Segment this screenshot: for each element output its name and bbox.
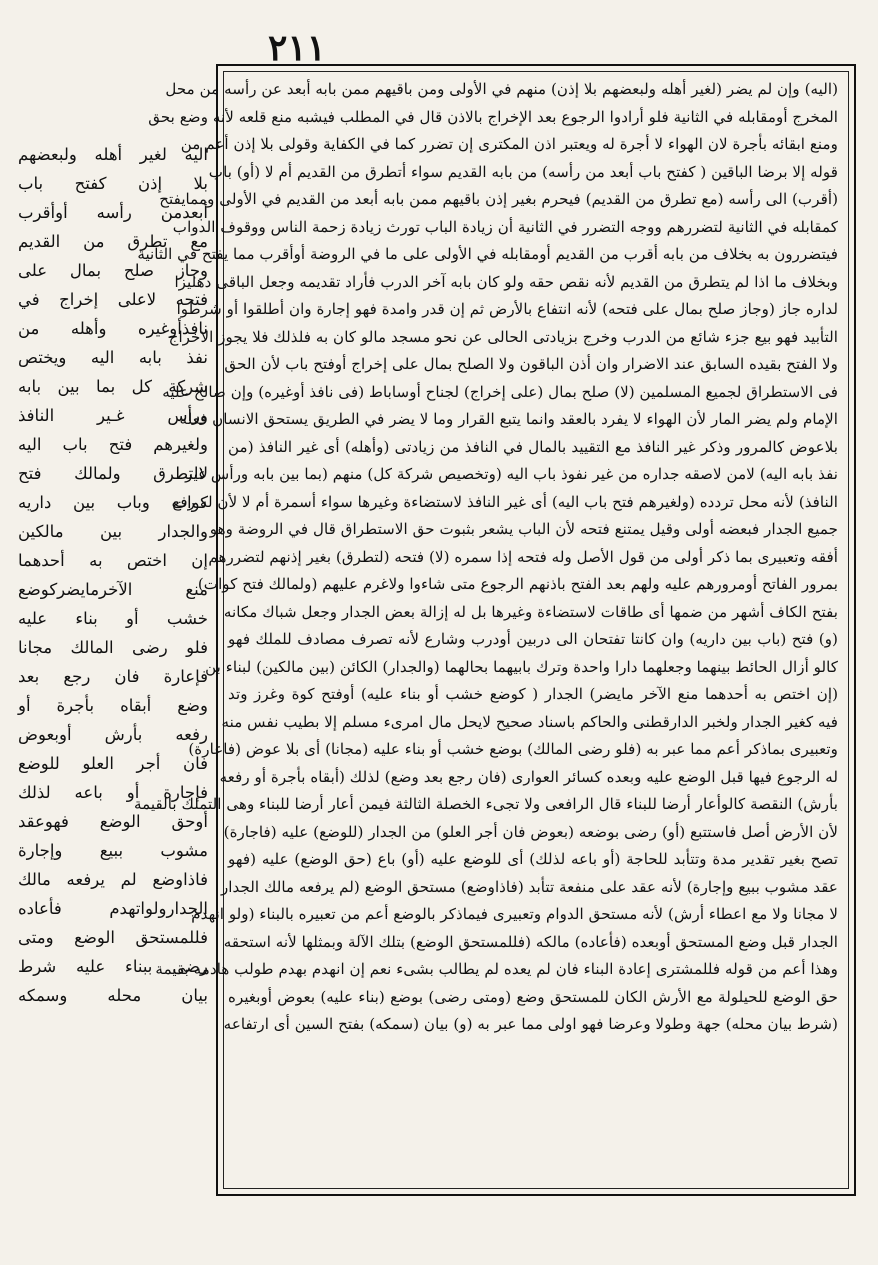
margin-line: بلا إذن كفتح باب	[18, 174, 208, 193]
margin-line: نافذأوغيره وأهله من	[18, 319, 208, 338]
commentary-line: المخرج أومقابله في الثانية فلو أرادوا الرجوع بعد الإخراج بالاذن قال في المطلب فيشبه منع قلعه لأنه وضع بحق	[148, 107, 838, 126]
commentary-line: (و) فتح (باب بين داريه) وان كانتا تفتحان الى دربين أودرب وشارع لأنه تصرف مصادف للملك فهو	[228, 630, 838, 648]
margin-line: فلو رضى المالك مجانا	[18, 638, 208, 657]
margin-line: فللمستحق الوضع ومتى	[18, 928, 208, 947]
commentary-line: لأن الأرض أصل فاستتبع (أو) رضى بوضعه (بعوض فان أجر العلو) من الجدار (للوضع) عليه (فاجارة)	[223, 822, 838, 841]
margin-line: كوات وباب بين داريه	[18, 493, 208, 512]
margin-line: خشب أو بناء عليه	[18, 609, 208, 628]
commentary-line: فى الاستطراق لجميع المسلمين (لا) صلح بمال (على إخراج) لجناح أوساباط (فى نافذ أوغيره) وإن صالح عليه	[162, 382, 838, 401]
page-number: ٢١١	[267, 27, 326, 69]
margin-line: لالتطرق ولمالك فتح	[18, 464, 208, 483]
commentary-line: حق الوضع للحيلولة مع الأرش الكان للمستحق وضع (ومتى رضى) بوضع (بناء عليه) بعوض أوبغيره	[228, 987, 838, 1006]
commentary-line: ولا الفتح بقيده السابق عند الاضرار وان أذن الباقون ولا الصلح بمال على إخراج أوفتح باب لأن الحق	[224, 355, 838, 373]
margin-line: فإعارة فان رجع بعد	[18, 667, 208, 686]
commentary-line: بمرور الفاتح أومرورهم عليه ولهم بعد الفتح باذنهم الرجوع متى شاءوا ولاغرم عليهم (ولمالك فتح كوات)	[197, 575, 838, 593]
commentary-line: التأبيد فهو بيع جزء شائع من الدرب وخرج بزيادتى الحالى عن نحو مسجد مالو كان به فلذلك فلا يجوز الاخراج	[168, 327, 838, 346]
commentary-line: له الرجوع فيها قبل الوضع عليه وبعده كسائر العوارى (فان رجع بعد وضع) لذلك (أبقاه بأجرة أو رفعه	[219, 767, 838, 786]
margin-line: الجدارولواتهدم فأعاده	[18, 899, 208, 918]
commentary-line: قوله إلا برضا الباقين ( كفتح باب أبعد من رأسه) من بابه القديم سواء أتطرق من القديم أم لا (أو) باب	[208, 162, 838, 181]
margin-line: وجاز صلح بمال على	[18, 261, 208, 280]
commentary-line: فيه كغير الجدار ولخبر الدارقطنى والحاكم باسناد صحيح لايحل مال امرىء مسلم إلا بطيب نفس منه	[221, 712, 838, 731]
commentary-line: (اليه) وإن لم يضر (لغير أهله ولبعضهم بلا إذن) منهم في الأولى ومن باقيهم ممن بابه أبعد عن رأسه من محل	[165, 80, 838, 98]
margin-main-text	[18, 140, 208, 1005]
commentary-line: نفذ بابه اليه) لامن لاصقه جداره من غير نفوذ باب اليه (وتخصيص شركة كل) منهم (بما بين بابه ورأس غير	[185, 465, 838, 483]
margin-line: نفذ بابه اليه ويختص	[18, 348, 208, 367]
margin-line: رفعه بأرش أوبعوض	[18, 725, 208, 744]
margin-line: أوحق الوضع فهوعقد	[18, 812, 208, 831]
commentary-line: أفقه وتعبيرى بما ذكر أولى من قول الأصل وله فتحه إذا سمره (لا) فتحه (لتطرق) بغير إذنهم لتضررهم	[208, 547, 838, 566]
commentary-line: وتعبيرى بماذكر أعم مما عبر به (فلو رضى المالك) بوضع خشب أو بناء عليه (مجانا) أى بلا عوض (فاعارة)	[188, 740, 838, 758]
commentary-frame	[133, 64, 856, 1196]
commentary-line: لا مجانا ولا مع اعطاء أرش) لأنه مستحق الدوام وتعبيرى فيماذكر بالوضع أعم من تعبيره بالبناء (ولو انهدم	[191, 905, 838, 923]
commentary-line: تصح بغير تقدير مدة وتتأبد للحاجة (أو باعه لذلك) أى للوضع عليه (أو) باع (حق الوضع) عليه (فهو	[228, 850, 838, 868]
margin-line: والجدار بين مالكين	[18, 522, 208, 541]
commentary-line: كالو أزال الحائط بينهما وجعلهما دارا واحدة وترك بابيهما بحالهما (والجدار) الكائن (بين مالكين) لبناء بن	[205, 657, 838, 676]
commentary-line: الجدار قبل وضع المستحق أوبعده (فأعاده) مالكه (فللمستحق الوضع) بتلك الآلة وبمثلها لأنه استحقه	[223, 932, 838, 951]
margin-line: فاذاوضع لم يرفعه مالك	[18, 870, 208, 889]
margin-line: أبعدمن رأسه أوأقرب	[18, 203, 208, 222]
commentary-line: عقد مشوب ببيع وإجارة) لأنه عقد على منفعة تتأبد (فاذاوضع) مستحق الوضع (لم يرفعه مالك الجدار	[220, 877, 838, 896]
margin-line: فتحه لاعلى إخراج في	[18, 290, 208, 309]
commentary-line: ومنع ابقائه بأجرة لان الهواء لا أجرة له ويعتبر اذن المكترى إن تضرر كما في الكفاية وقولى بلا إذن أعم من	[180, 135, 838, 153]
margin-line: منع الآخرمايضركوضع	[18, 580, 208, 599]
margin-line: فإجارة أو باعه لذلك	[18, 783, 208, 802]
margin-line: شركة كل بما بين بابه	[18, 377, 208, 396]
margin-line: فان أجر العلو للوضع	[18, 754, 208, 773]
margin-line: مع تطرق من القديم	[18, 232, 208, 251]
margin-line: اليه لغير أهله ولبعضهم	[18, 145, 208, 164]
commentary-line: الإمام ولم يضر المار لأن الهواء لا يفرد بالعقد وانما يتبع القرار وما لا يضر في الطريق يستحق الانسان فعله	[179, 410, 838, 428]
commentary-line: لداره جاز (وجاز صلح بمال على فتحه) لأنه انتفاع بالأرض ثم إن قدر وامدة فهو إجارة وان أطلقوا أو شرطوا	[176, 300, 838, 318]
commentary-text	[133, 76, 838, 1176]
margin-line: إن اختص به أحدهما	[18, 551, 208, 570]
commentary-line: (إن اختص به أحدهما منع الآخر مايضر) الجدار ( كوضع خشب أو بناء عليه) أوفتح كوة وغرز وتد	[228, 685, 838, 703]
commentary-line: (شرط بيان محله) جهة وطولا وعرضا فهو اولى مما عبر به (و) بيان (سمكه) بفتح السين أى ارتفاعه	[223, 1015, 838, 1033]
commentary-line: بفتح الكاف أشهر من ضمها أى طاقات لاستضاءة وغيرها بل له إزالة بعض الجدار وجعل شباك مكانه	[223, 602, 838, 621]
margin-line: ورأس غـير النافذ	[18, 406, 208, 425]
commentary-line: وهذا أعم من قوله فللمشترى إعادة البناء فان لم يعده لم يطالب بشىء نعم إن انهدم بهدم طولب هادمه بقيمة	[155, 960, 838, 978]
margin-line: وضع أبقاه بأجرة أو	[18, 696, 208, 715]
commentary-line: وبخلاف ما اذا لم يتطرق من القديم لأنه نقص حقه ولو كان بابه آخر الدرب فأراد تقديمه وجعل الباقى دهليزا	[174, 272, 838, 291]
commentary-line: جميع الجدار فبعضه أولى وقيل يمتنع فتحه لأن الباب يشعر بثبوت حق الاستطراق قال في الروضة وهو	[209, 520, 838, 538]
margin-line: مشوب ببيع وإجارة	[18, 841, 208, 860]
margin-line: ولغيرهم فتح باب اليه	[18, 435, 208, 454]
margin-line: رضى ببناء عليه شرط	[18, 957, 208, 976]
commentary-line: كمقابله في الثانية لتضررهم ووجه التضرر في الثانية أن زيادة الباب تورث زيادة زحمة الناس ووقوف الدواب	[172, 217, 838, 236]
commentary-line: فيتضررون به بخلاف من بابه أقرب من القديم أومقابله في الأولى على ما في الروضة أوأقرب مما يفتح في الثانية	[137, 245, 838, 263]
commentary-line: النافذ) لأنه محل تردده (ولغيرهم فتح باب اليه) أى غير النافذ لاستضاءة وغيرها سواء أسمرة أم لا لأن له رفع	[172, 492, 838, 511]
commentary-line: بلاعوض كالمرور وذكر غير النافذ مع التقييد بالمال في النافذ من زيادتى (وأهله) أى غير النافذ (من	[228, 437, 838, 456]
margin-line: بيان محله وسمكه	[18, 986, 208, 1005]
commentary-line: بأرش) النقصة كالوأعار أرضا للبناء قال الرافعى ولا تجىء الخصلة الثالثة فيمن أعار أرضا للبناء وهى التملك بالقيمة	[133, 795, 838, 813]
commentary-line: (أقرب) الى رأسه (مع تطرق من القديم) فيحرم بغير إذن باقيهم ممن بابه أبعد من القديم في الأولى وممايفتح	[159, 190, 838, 208]
